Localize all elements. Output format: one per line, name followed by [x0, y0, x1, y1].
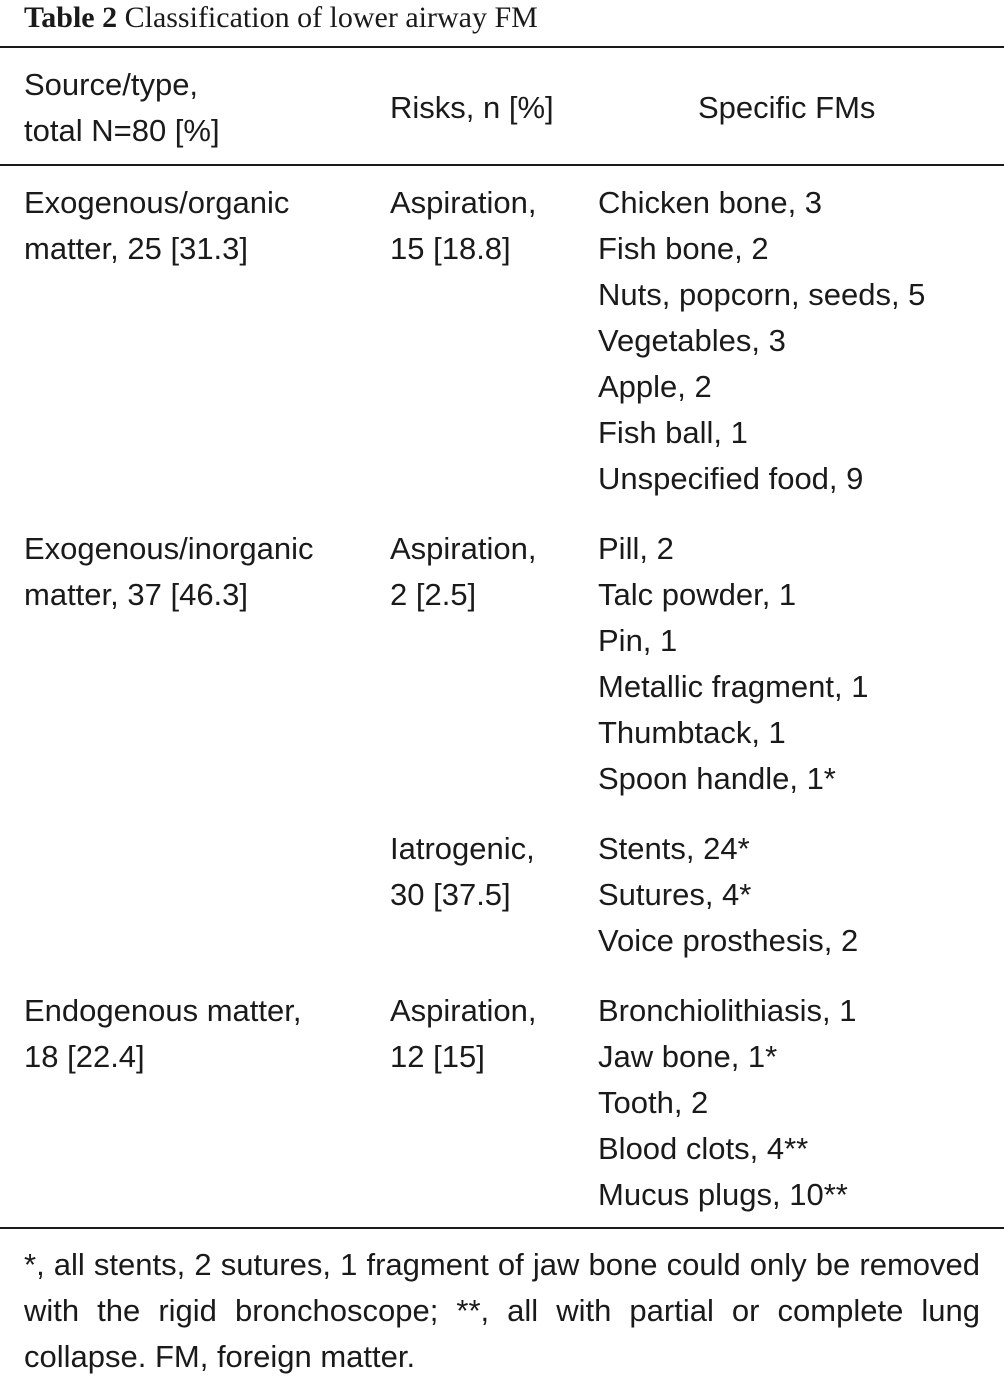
table-title: Classification of lower airway FM	[124, 1, 538, 34]
row-source-endogenous: Endogenous matter, 18 [22.4]	[24, 993, 302, 1074]
list-item: Jaw bone, 1*	[598, 1039, 778, 1074]
list-item: Fish ball, 1	[598, 415, 748, 450]
items-list-organic	[598, 180, 925, 502]
header-source-type: Source/type, total N=80 [%]	[24, 67, 220, 148]
list-item: Pill, 2	[598, 531, 674, 566]
row-source-organic: Exogenous/organic matter, 25 [31.3]	[24, 185, 290, 266]
list-item: Stents, 24*	[598, 831, 750, 866]
list-item: Spoon handle, 1*	[598, 761, 836, 796]
row-risk-inorganic-aspiration: Aspiration, 2 [2.5]	[390, 531, 537, 612]
row-risk-iatrogenic: Iatrogenic, 30 [37.5]	[390, 831, 535, 912]
list-item: Fish bone, 2	[598, 231, 769, 266]
list-item: Bronchiolithiasis, 1	[598, 993, 857, 1028]
header-risks: Risks, n [%]	[390, 90, 554, 125]
list-item: Chicken bone, 3	[598, 185, 823, 220]
list-item: Metallic fragment, 1	[598, 669, 869, 704]
list-item: Blood clots, 4**	[598, 1131, 809, 1166]
list-item: Nuts, popcorn, seeds, 5	[598, 277, 926, 312]
header-rule	[0, 164, 1004, 166]
table-footnote: *, all stents, 2 sutures, 1 fragment of jaw bone could only be removed with the rigid bronchoscope; **, all with partial or complete lung collapse. FM, foreign matter.	[24, 1247, 980, 1374]
list-item: Tooth, 2	[598, 1085, 709, 1120]
row-source-inorganic: Exogenous/inorganic matter, 37 [46.3]	[24, 531, 314, 612]
row-risk-organic: Aspiration, 15 [18.8]	[390, 185, 537, 266]
top-rule	[0, 46, 1004, 48]
list-item: Sutures, 4*	[598, 877, 752, 912]
row-risk-endogenous: Aspiration, 12 [15]	[390, 993, 537, 1074]
table-number: Table 2	[24, 1, 118, 34]
list-item: Mucus plugs, 10**	[598, 1177, 848, 1212]
table-caption	[24, 0, 538, 36]
list-item: Vegetables, 3	[598, 323, 786, 358]
list-item: Apple, 2	[598, 369, 712, 404]
list-item: Thumbtack, 1	[598, 715, 786, 750]
list-item: Voice prosthesis, 2	[598, 923, 859, 958]
items-list-inorganic	[598, 526, 869, 802]
bottom-rule	[0, 1227, 1004, 1229]
list-item: Pin, 1	[598, 623, 678, 658]
list-item: Talc powder, 1	[598, 577, 797, 612]
header-specific-fms: Specific FMs	[698, 90, 876, 125]
items-list-endogenous	[598, 988, 856, 1218]
list-item: Unspecified food, 9	[598, 461, 864, 496]
items-list-iatrogenic	[598, 826, 858, 964]
